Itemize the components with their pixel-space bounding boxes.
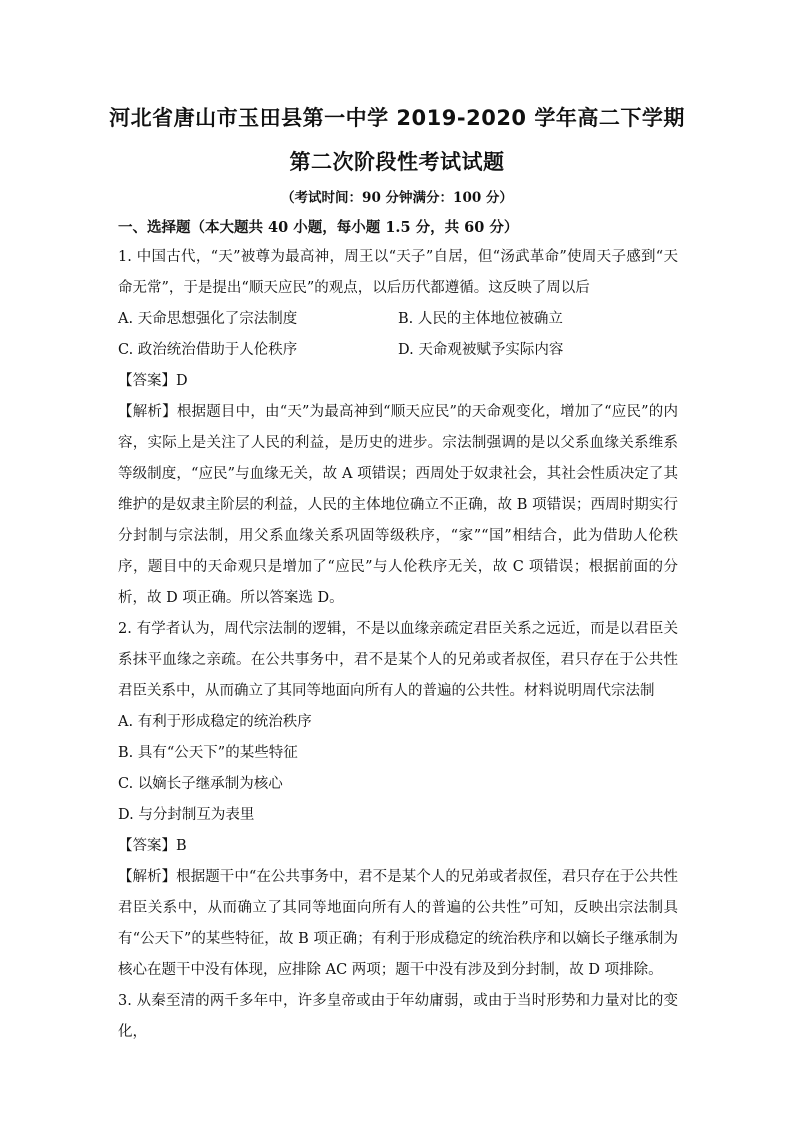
question-1-option-a: A. 天命思想强化了宗法制度 [118, 311, 298, 327]
question-2-answer [118, 831, 678, 862]
answer-value: B [176, 838, 187, 854]
analysis-label: 【解析】 [118, 869, 177, 885]
question-2-option-c: C. 以嫡长子继承制为核心 [118, 776, 283, 792]
question-1-options-row-1 [118, 304, 678, 335]
question-2-analysis [118, 862, 678, 986]
exam-info-subtitle: （考试时间：90 分钟满分：100 分） [281, 190, 513, 206]
analysis-text: 根据题干中“在公共事务中，君不是某个人的兄弟或者叔侄，君只存在于公共性君臣关系中，从而确立了其同等地面向所有人的普遍的公共性”可知，反映出宗法制具有“公天下”的某些特征，故 B 项正确；有利于形成稳定的统治秩序和以嫡长子继承制为核心在题干中没有体现，应排除 AC 两项；题干中没有涉及到分封制，故 D 项排除。 [118, 869, 678, 978]
question-1-stem: 1. 中国古代，“天”被尊为最高神，周王以“天子”自居，但“汤武革命”使周天子感到“天命无常”，于是提出“顺天应民”的观点，以后历代都遵循。这反映了周以后 [118, 249, 678, 296]
answer-value: D [176, 373, 188, 389]
question-1-option-b: B. 人民的主体地位被确立 [398, 311, 563, 327]
document-title-line-2: 第二次阶段性考试试题 [289, 150, 505, 174]
question-3-stem: 3. 从秦至清的两千多年中，许多皇帝或由于年幼庸弱，或由于当时形势和力量对比的变化， [118, 993, 678, 1040]
question-1-options-row-2 [118, 335, 678, 366]
question-2-stem: 2. 有学者认为，周代宗法制的逻辑，不是以血缘亲疏定君臣关系之远近，而是以君臣关系抹平血缘之亲疏。在公共事务中，君不是某个人的兄弟或者叔侄，君只存在于公共性君臣关系中，从而确立了其同等地面向所有人的普遍的公共性。材料说明周代宗法制 [118, 621, 678, 699]
answer-label: 【答案】 [118, 838, 176, 854]
document-title-line-1: 河北省唐山市玉田县第一中学 2019-2020 学年高二下学期 [109, 106, 685, 130]
analysis-text: 根据题目中，由“天”为最高神到“顺天应民”的天命观变化，增加了“应民”的内容，实际上是关注了人民的利益，是历史的进步。宗法制强调的是以父系血缘关系维系等级制度，“应民”与血缘无关，故 A 项错误；西周处于奴隶社会，其社会性质决定了其维护的是奴隶主阶层的利益，人民的主体地位确立不正确，故 B 项错误；西周时期实行分封制与宗法制，用父系血缘关系巩固等级秩序，“家”“国”相结合，此为借助人伦秩序，题目中的天命观只是增加了“应民”与人伦秩序无关，故 C 项错误；根据前面的分析，故 D 项正确。所以答案选 D。 [118, 404, 679, 606]
analysis-label: 【解析】 [118, 404, 177, 420]
question-body [118, 242, 678, 1048]
question-2-option-d: D. 与分封制互为表里 [118, 807, 255, 823]
section-heading: 一、选择题（本大题共 40 小题，每小题 1.5 分，共 60 分） [118, 219, 519, 236]
answer-label: 【答案】 [118, 373, 176, 389]
question-1-option-d: D. 天命观被赋予实际内容 [398, 342, 564, 358]
question-1-analysis [118, 397, 678, 614]
question-2-option-b: B. 具有“公天下”的某些特征 [118, 745, 298, 761]
question-2-option-a: A. 有利于形成稳定的统治秩序 [118, 714, 312, 730]
question-1-answer [118, 366, 678, 397]
question-1-option-c: C. 政治统治借助于人伦秩序 [118, 342, 298, 358]
